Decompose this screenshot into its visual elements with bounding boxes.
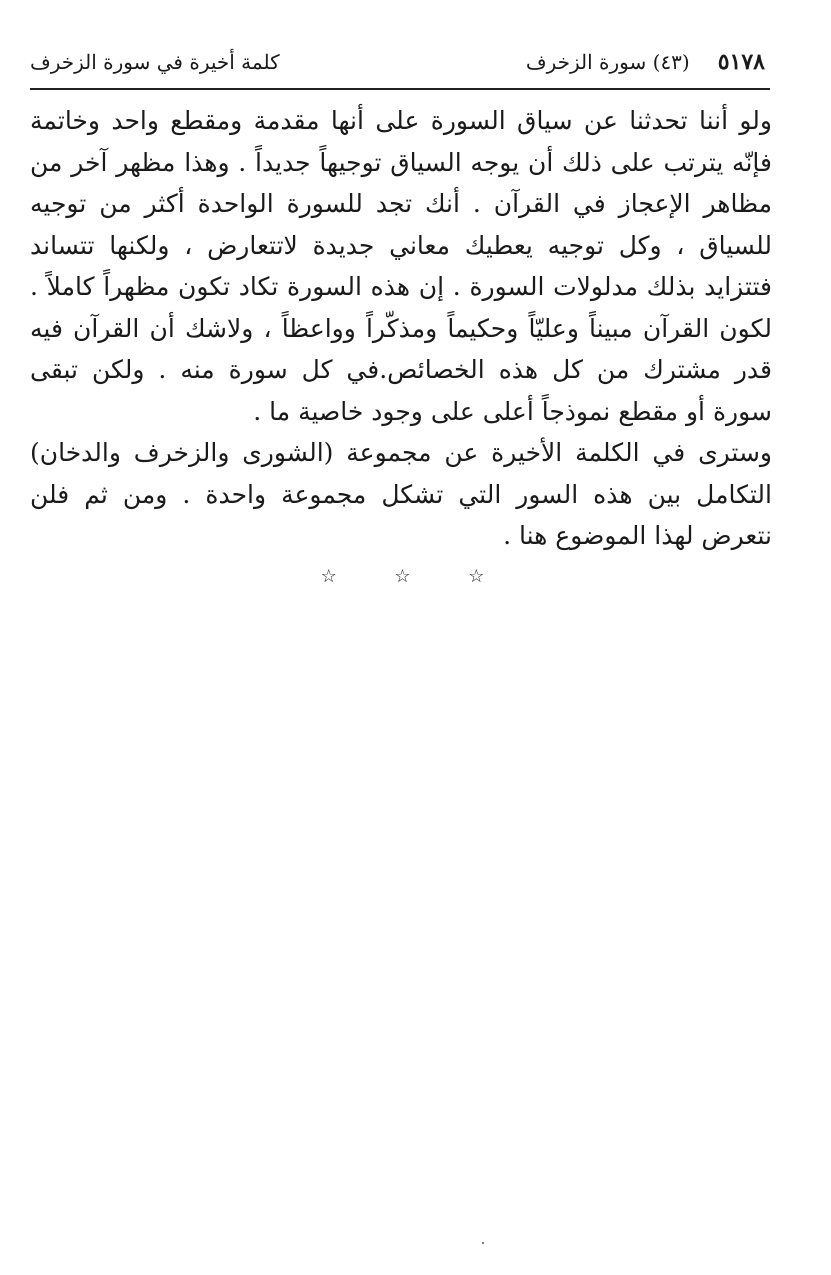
surah-reference: (٤٣) سورة الزخرف: [525, 50, 690, 74]
paragraph: ولو أننا تحدثنا عن سياق السورة على أنها مقدمة ومقطع واحد وخاتمة فإنّه يترتب على ذلك أن يوجه السياق توجيهاً جديداً . وهذا مظهر آخر من مظاهر الإعجاز في القرآن . أنك تجد للسورة الواحدة أكثر من توجيه للسياق ، وكل توجيه يعطيك معاني جديدة لاتتعارض ، ولكنها تتساند فتتزايد بذلك مدلولات السورة . إن هذه السورة تكاد تكون مظهراً كاملاً . لكون القرآن مبيناً وعليّاً وحكيماً ومذكّراً وواعظاً ، ولاشك أن القرآن فيه قدر مشترك من كل هذه الخصائص.في كل سورة منه . ولكن تبقى سورة أو مقطع نموذجاً أعلى على وجود خاصية ما .: [30, 106, 772, 426]
page-number: ٥١٧٨: [717, 49, 765, 75]
header-right: [526, 49, 765, 75]
paragraph: وسترى في الكلمة الأخيرة عن مجموعة (الشورى والزخرف والدخان) التكامل بين هذه السور التي تشكل مجموعة واحدة . ومن ثم فلن نتعرض لهذا الموضوع هنا .: [30, 438, 772, 550]
body-text: [30, 100, 772, 557]
section-separator: ☆ ☆ ☆: [320, 566, 511, 587]
page-header: [30, 44, 765, 80]
header-divider: [30, 88, 770, 90]
footer-mark: [482, 1242, 484, 1244]
running-title: كلمة أخيرة في سورة الزخرف: [30, 50, 280, 74]
